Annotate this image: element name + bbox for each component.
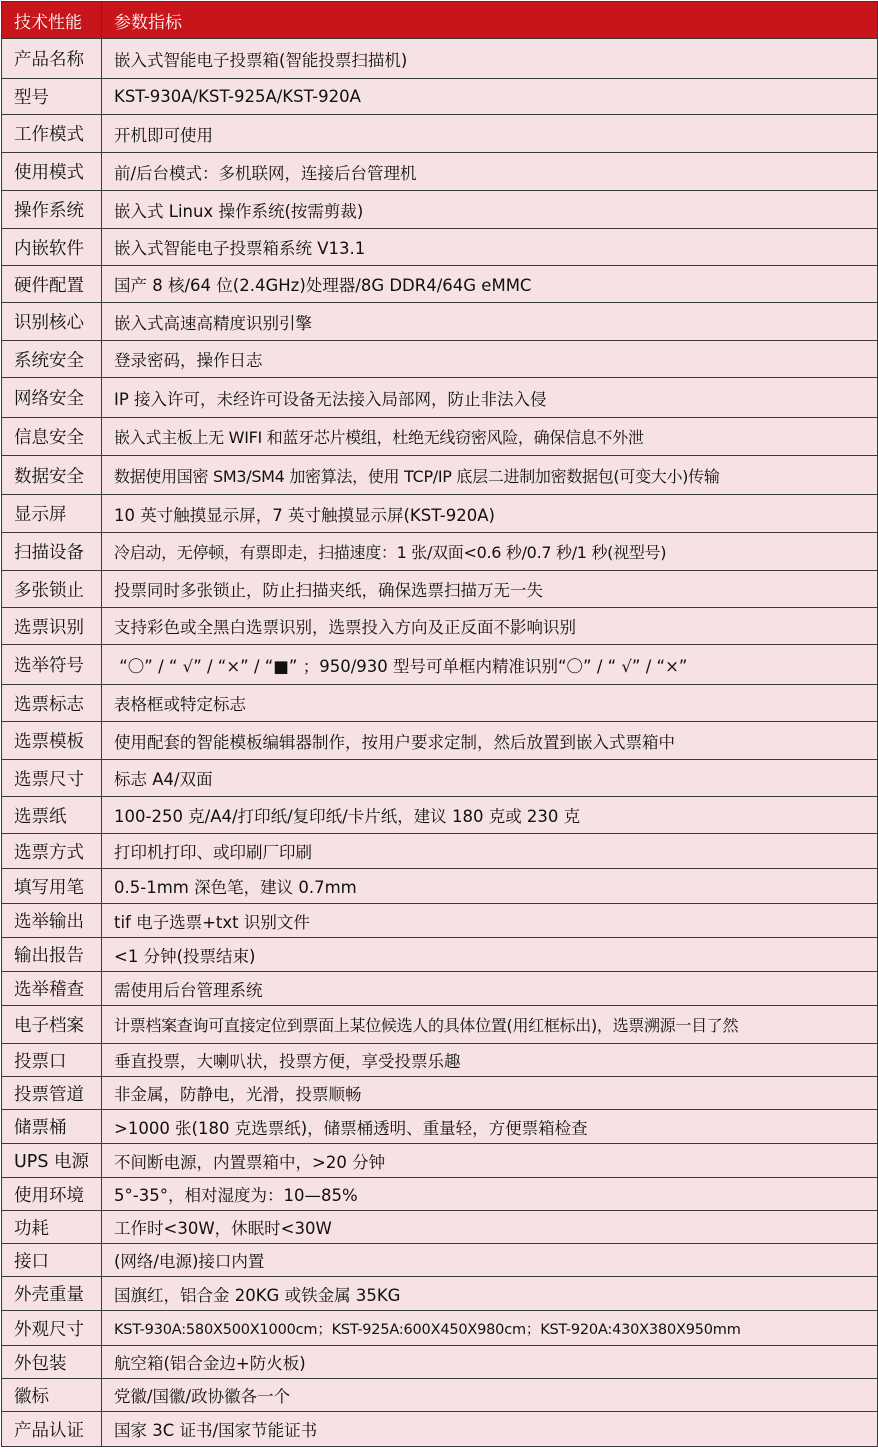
spec-row bbox=[2, 115, 878, 153]
spec-row bbox=[2, 834, 878, 869]
spec-label: 填写用笔 bbox=[2, 869, 102, 904]
spec-label: 产品认证 bbox=[2, 1412, 102, 1447]
spec-row bbox=[2, 904, 878, 938]
spec-row bbox=[2, 266, 878, 303]
spec-value: 计票档案查询可直接定位到票面上某位候选人的具体位置(用红框标出)，选票溯源一目了然 bbox=[102, 1006, 878, 1044]
spec-label: 外观尺寸 bbox=[2, 1311, 102, 1346]
spec-label: 输出报告 bbox=[2, 938, 102, 972]
spec-value: (网络/电源)接口内置 bbox=[102, 1244, 878, 1277]
spec-label: 外包装 bbox=[2, 1346, 102, 1379]
spec-row bbox=[2, 1412, 878, 1447]
spec-row bbox=[2, 1044, 878, 1077]
spec-label: 使用模式 bbox=[2, 153, 102, 191]
spec-value: “〇” / “ √” / “×” / “■” ；950/930 型号可单框内精准识别“〇” / “ √” / “×” bbox=[102, 645, 878, 685]
spec-label: 电子档案 bbox=[2, 1006, 102, 1044]
spec-value: 嵌入式智能电子投票箱(智能投票扫描机) bbox=[102, 39, 878, 79]
spec-value: 嵌入式高速高精度识别引擎 bbox=[102, 303, 878, 341]
spec-row bbox=[2, 722, 878, 760]
spec-label: 功耗 bbox=[2, 1211, 102, 1244]
spec-row bbox=[2, 645, 878, 685]
spec-table bbox=[1, 1, 878, 1447]
spec-row bbox=[2, 1346, 878, 1379]
spec-value: 嵌入式主板上无 WIFI 和蓝牙芯片模组，杜绝无线窃密风险，确保信息不外泄 bbox=[102, 418, 878, 456]
spec-label: 硬件配置 bbox=[2, 266, 102, 303]
spec-body bbox=[2, 39, 878, 1447]
spec-value: 标志 A4/双面 bbox=[102, 760, 878, 797]
spec-row bbox=[2, 303, 878, 341]
spec-value: 投票同时多张锁止，防止扫描夹纸，确保选票扫描万无一失 bbox=[102, 571, 878, 608]
spec-label: 系统安全 bbox=[2, 341, 102, 378]
spec-value: 嵌入式 Linux 操作系统(按需剪裁) bbox=[102, 191, 878, 229]
spec-value: 航空箱(铝合金边+防火板) bbox=[102, 1346, 878, 1379]
spec-value: 登录密码，操作日志 bbox=[102, 341, 878, 378]
spec-value: 5°-35°，相对湿度为：10—85% bbox=[102, 1178, 878, 1211]
spec-label: 操作系统 bbox=[2, 191, 102, 229]
spec-label: 选举输出 bbox=[2, 904, 102, 938]
spec-row bbox=[2, 418, 878, 456]
spec-label: 外壳重量 bbox=[2, 1277, 102, 1311]
spec-row bbox=[2, 1244, 878, 1277]
spec-label: 产品名称 bbox=[2, 39, 102, 79]
spec-row bbox=[2, 495, 878, 533]
spec-value: 表格框或特定标志 bbox=[102, 685, 878, 722]
spec-label: 扫描设备 bbox=[2, 533, 102, 571]
header-label-cell: 技术性能 bbox=[2, 2, 102, 39]
spec-label: 网络安全 bbox=[2, 378, 102, 418]
spec-row bbox=[2, 797, 878, 834]
spec-row bbox=[2, 79, 878, 115]
spec-value: 0.5-1mm 深色笔，建议 0.7mm bbox=[102, 869, 878, 904]
header-value-cell: 参数指标 bbox=[102, 2, 878, 39]
spec-row bbox=[2, 39, 878, 79]
spec-value: 10 英寸触摸显示屏，7 英寸触摸显示屏(KST-920A) bbox=[102, 495, 878, 533]
spec-label: 信息安全 bbox=[2, 418, 102, 456]
spec-value: IP 接入许可，未经许可设备无法接入局部网，防止非法入侵 bbox=[102, 378, 878, 418]
spec-row bbox=[2, 153, 878, 191]
spec-value: 不间断电源，内置票箱中，>20 分钟 bbox=[102, 1144, 878, 1178]
spec-row bbox=[2, 608, 878, 645]
spec-label: 选票模板 bbox=[2, 722, 102, 760]
spec-value: 支持彩色或全黑白选票识别，选票投入方向及正反面不影响识别 bbox=[102, 608, 878, 645]
spec-value: 嵌入式智能电子投票箱系统 V13.1 bbox=[102, 229, 878, 266]
spec-value: 数据使用国密 SM3/SM4 加密算法，使用 TCP/IP 底层二进制加密数据包(可变大小)传输 bbox=[102, 456, 878, 495]
spec-value: 使用配套的智能模板编辑器制作，按用户要求定制，然后放置到嵌入式票箱中 bbox=[102, 722, 878, 760]
spec-row bbox=[2, 1311, 878, 1346]
spec-row bbox=[2, 533, 878, 571]
spec-label: 投票口 bbox=[2, 1044, 102, 1077]
spec-value: tif 电子选票+txt 识别文件 bbox=[102, 904, 878, 938]
spec-value: 非金属，防静电，光滑，投票顺畅 bbox=[102, 1077, 878, 1110]
spec-label: 工作模式 bbox=[2, 115, 102, 153]
spec-value: <1 分钟(投票结束) bbox=[102, 938, 878, 972]
spec-value: 垂直投票，大喇叭状，投票方便，享受投票乐趣 bbox=[102, 1044, 878, 1077]
spec-row bbox=[2, 341, 878, 378]
spec-value: 100-250 克/A4/打印纸/复印纸/卡片纸，建议 180 克或 230 克 bbox=[102, 797, 878, 834]
spec-value: 国旗红，铝合金 20KG 或铁金属 35KG bbox=[102, 1277, 878, 1311]
spec-label: 多张锁止 bbox=[2, 571, 102, 608]
spec-value: >1000 张(180 克选票纸)，储票桶透明、重量轻，方便票箱检查 bbox=[102, 1110, 878, 1144]
spec-value: 党徽/国徽/政协徽各一个 bbox=[102, 1379, 878, 1412]
spec-row bbox=[2, 229, 878, 266]
spec-row bbox=[2, 685, 878, 722]
spec-row bbox=[2, 1006, 878, 1044]
spec-row bbox=[2, 191, 878, 229]
spec-row bbox=[2, 571, 878, 608]
spec-label: 选举稽查 bbox=[2, 972, 102, 1006]
spec-label: 选票尺寸 bbox=[2, 760, 102, 797]
spec-value: 工作时<30W，休眠时<30W bbox=[102, 1211, 878, 1244]
spec-label: 使用环境 bbox=[2, 1178, 102, 1211]
spec-label: 投票管道 bbox=[2, 1077, 102, 1110]
spec-row bbox=[2, 1178, 878, 1211]
spec-row bbox=[2, 972, 878, 1006]
spec-row bbox=[2, 869, 878, 904]
spec-row bbox=[2, 378, 878, 418]
spec-label: UPS 电源 bbox=[2, 1144, 102, 1178]
spec-value: 打印机打印、或印刷厂印刷 bbox=[102, 834, 878, 869]
spec-label: 型号 bbox=[2, 79, 102, 115]
spec-label: 徽标 bbox=[2, 1379, 102, 1412]
spec-value: 开机即可使用 bbox=[102, 115, 878, 153]
spec-row bbox=[2, 456, 878, 495]
spec-value: 冷启动，无停顿，有票即走，扫描速度：1 张/双面<0.6 秒/0.7 秒/1 秒(视型号) bbox=[102, 533, 878, 571]
spec-value: 国家 3C 证书/国家节能证书 bbox=[102, 1412, 878, 1447]
spec-row bbox=[2, 1277, 878, 1311]
spec-label: 选举符号 bbox=[2, 645, 102, 685]
spec-row bbox=[2, 760, 878, 797]
spec-value: 前/后台模式：多机联网，连接后台管理机 bbox=[102, 153, 878, 191]
spec-row bbox=[2, 1379, 878, 1412]
spec-label: 识别核心 bbox=[2, 303, 102, 341]
spec-value: 国产 8 核/64 位(2.4GHz)处理器/8G DDR4/64G eMMC bbox=[102, 266, 878, 303]
spec-label: 选票标志 bbox=[2, 685, 102, 722]
spec-row bbox=[2, 1077, 878, 1110]
spec-label: 选票纸 bbox=[2, 797, 102, 834]
spec-label: 选票方式 bbox=[2, 834, 102, 869]
spec-row bbox=[2, 1211, 878, 1244]
spec-value: KST-930A/KST-925A/KST-920A bbox=[102, 79, 878, 115]
header-row bbox=[2, 2, 878, 39]
spec-label: 接口 bbox=[2, 1244, 102, 1277]
spec-row bbox=[2, 1110, 878, 1144]
spec-label: 显示屏 bbox=[2, 495, 102, 533]
spec-label: 储票桶 bbox=[2, 1110, 102, 1144]
spec-label: 选票识别 bbox=[2, 608, 102, 645]
spec-label: 数据安全 bbox=[2, 456, 102, 495]
spec-label: 内嵌软件 bbox=[2, 229, 102, 266]
spec-row bbox=[2, 1144, 878, 1178]
spec-value: KST-930A:580X500X1000cm；KST-925A:600X450X980cm；KST-920A:430X380X950mm bbox=[102, 1311, 878, 1346]
spec-value: 需使用后台管理系统 bbox=[102, 972, 878, 1006]
spec-row bbox=[2, 938, 878, 972]
